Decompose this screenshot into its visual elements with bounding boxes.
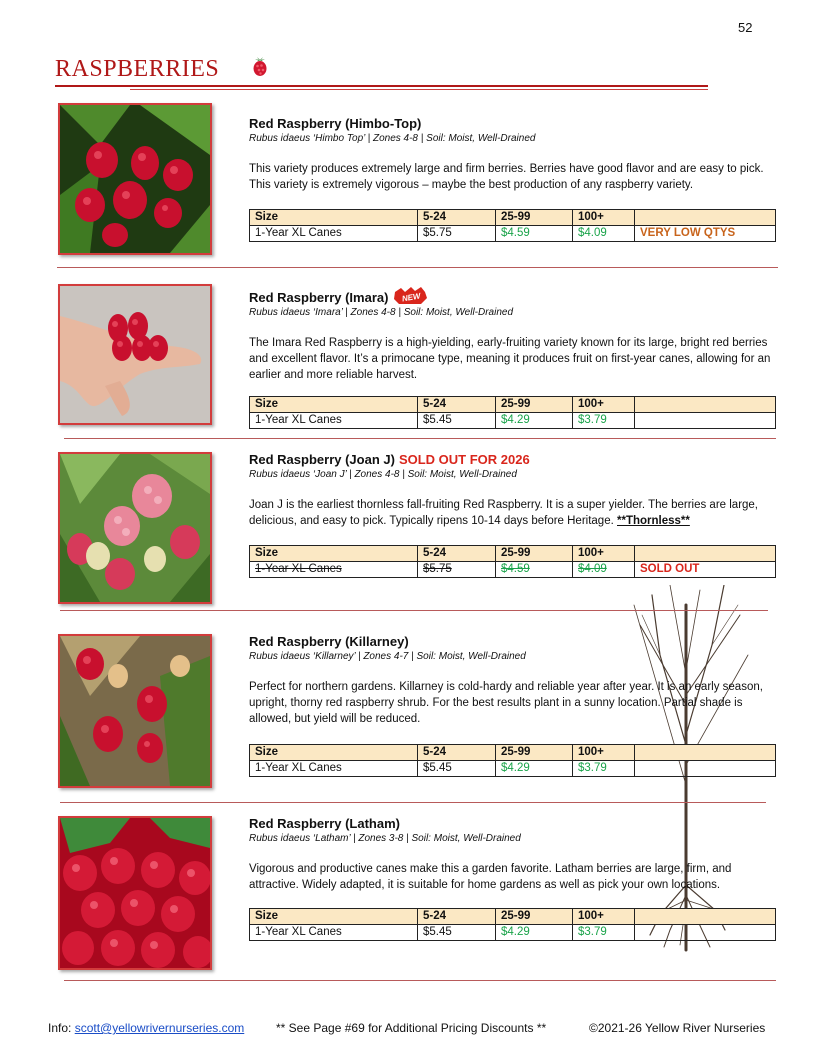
product-name: Red Raspberry (Imara) bbox=[249, 290, 389, 305]
product-photo-joan-j bbox=[58, 452, 212, 604]
section-divider bbox=[57, 267, 778, 268]
product-photo-latham bbox=[58, 816, 212, 970]
header-qty-5-24: 5-24 bbox=[418, 909, 496, 925]
product-latin-name: Rubus idaeus ‘Himbo Top’ | Zones 4-8 | Soil: Moist, Well-Drained bbox=[249, 133, 536, 144]
header-size: Size bbox=[250, 210, 418, 226]
price-table bbox=[249, 209, 776, 242]
sold-out-status: SOLD OUT FOR 2026 bbox=[398, 452, 530, 467]
product-photo-killarney bbox=[58, 634, 212, 788]
product-name: Red Raspberry (Killarney) bbox=[249, 634, 409, 649]
price-cell: $5.45 bbox=[418, 413, 496, 429]
title-rule-thin bbox=[130, 89, 708, 90]
price-table bbox=[249, 545, 776, 578]
product-latham bbox=[249, 815, 779, 938]
header-qty-25-99: 25-99 bbox=[496, 745, 573, 761]
product-name: Red Raspberry (Himbo-Top) bbox=[249, 116, 422, 131]
product-name: Red Raspberry (Latham) bbox=[249, 816, 400, 831]
price-cell: $5.45 bbox=[418, 925, 496, 941]
header-size: Size bbox=[250, 745, 418, 761]
header-qty-25-99: 25-99 bbox=[496, 909, 573, 925]
size-cell: 1-Year XL Canes bbox=[250, 226, 418, 242]
header-qty-100: 100+ bbox=[573, 397, 635, 413]
section-divider bbox=[64, 438, 776, 439]
section-divider bbox=[64, 980, 776, 981]
section-divider bbox=[60, 802, 766, 803]
price-table bbox=[249, 396, 776, 429]
product-latin-name: Rubus idaeus ‘Joan J’ | Zones 4-8 | Soil: Moist, Well-Drained bbox=[249, 469, 517, 480]
product-latin-name: Rubus idaeus ‘Latham’ | Zones 3-8 | Soil: Moist, Well-Drained bbox=[249, 833, 521, 844]
price-cell: $3.79 bbox=[573, 413, 635, 429]
thornless-emphasis: **Thornless** bbox=[617, 515, 690, 527]
price-cell: $4.29 bbox=[496, 413, 573, 429]
product-himbo-top bbox=[249, 115, 779, 239]
footer-copyright: ©2021-26 Yellow River Nurseries bbox=[589, 1021, 766, 1035]
page-number: 52 bbox=[738, 20, 753, 35]
raspberry-icon bbox=[251, 57, 269, 77]
size-cell: 1-Year XL Canes bbox=[250, 413, 418, 429]
footer-info-label: Info: bbox=[48, 1021, 72, 1035]
price-cell: $4.09 bbox=[573, 562, 635, 578]
product-description: Vigorous and productive canes make this a garden favorite. Latham berries are large, firm, and attractive. Widely adapted, it is suitable for home gardens as well as pick your own locations. bbox=[249, 863, 732, 891]
header-qty-25-99: 25-99 bbox=[496, 546, 573, 562]
header-note bbox=[635, 210, 776, 226]
product-name: Red Raspberry (Joan J) bbox=[249, 452, 395, 467]
product-imara bbox=[249, 286, 779, 426]
product-killarney bbox=[249, 633, 779, 774]
header-size: Size bbox=[250, 546, 418, 562]
section-divider bbox=[60, 610, 768, 611]
footer-info bbox=[48, 1021, 244, 1035]
size-cell: 1-Year XL Canes bbox=[250, 562, 418, 578]
header-note bbox=[635, 909, 776, 925]
header-qty-25-99: 25-99 bbox=[496, 210, 573, 226]
product-description: Joan J is the earliest thornless fall-fruiting Red Raspberry. It is a super yielder. The berries are large, delicious, and easy to pick. Typically ripens 10-14 days before Heritage. bbox=[249, 499, 759, 527]
product-name-row bbox=[249, 451, 779, 468]
stock-note bbox=[635, 413, 776, 429]
header-note bbox=[635, 397, 776, 413]
header-note bbox=[635, 546, 776, 562]
product-description: Perfect for northern gardens. Killarney is cold-hardy and reliable year after year. It is an early season, upright, thorny red raspberry shrub. For the best results plant in a sunny location. Partial shade is allowed, but yield will be reduced. bbox=[249, 681, 763, 725]
header-qty-25-99: 25-99 bbox=[496, 397, 573, 413]
new-badge-label: NEW bbox=[401, 291, 422, 304]
stock-note: VERY LOW QTYS bbox=[635, 226, 776, 242]
product-latin-name: Rubus idaeus ‘Killarney’ | Zones 4-7 | Soil: Moist, Well-Drained bbox=[249, 651, 526, 662]
stock-note bbox=[635, 925, 776, 941]
price-cell: $4.09 bbox=[573, 226, 635, 242]
product-description: This variety produces extremely large and firm berries. Berries have good flavor and are easy to pick. This variety is extremely vigorous – maybe the best production of any raspberry variety. bbox=[249, 163, 764, 191]
stock-note: SOLD OUT bbox=[635, 562, 776, 578]
price-cell: $5.75 bbox=[418, 562, 496, 578]
product-photo-himbo-top bbox=[58, 103, 212, 255]
product-joan-j bbox=[249, 451, 779, 575]
product-photo-imara bbox=[58, 284, 212, 425]
title-rule bbox=[55, 85, 708, 87]
price-cell: $3.79 bbox=[573, 925, 635, 941]
page-title: RASPBERRIES bbox=[55, 56, 220, 82]
header-qty-100: 100+ bbox=[573, 546, 635, 562]
header-size: Size bbox=[250, 909, 418, 925]
email-link[interactable]: scott@yellowrivernurseries.com bbox=[74, 1021, 245, 1035]
product-description-row bbox=[249, 497, 779, 529]
header-qty-5-24: 5-24 bbox=[418, 745, 496, 761]
price-cell: $4.29 bbox=[496, 925, 573, 941]
product-latin-name: Rubus idaeus ‘Imara’ | Zones 4-8 | Soil: Moist, Well-Drained bbox=[249, 307, 514, 318]
header-qty-5-24: 5-24 bbox=[418, 210, 496, 226]
footer-discount-note: ** See Page #69 for Additional Pricing Discounts ** bbox=[276, 1021, 547, 1035]
price-table bbox=[249, 744, 776, 777]
stock-note bbox=[635, 761, 776, 777]
product-description: The Imara Red Raspberry is a high-yielding, early-fruiting variety known for its large, bright red berries and excellent flavor. It’s a primocane type, meaning it produces fruit on first-year canes, allowing for an earlier and more reliable harvest. bbox=[249, 337, 771, 381]
price-cell: $4.59 bbox=[496, 562, 573, 578]
header-qty-100: 100+ bbox=[573, 745, 635, 761]
price-cell: $4.29 bbox=[496, 761, 573, 777]
price-cell: $5.75 bbox=[418, 226, 496, 242]
price-cell: $3.79 bbox=[573, 761, 635, 777]
product-name-row bbox=[249, 286, 779, 306]
size-cell: 1-Year XL Canes bbox=[250, 761, 418, 777]
header-note bbox=[635, 745, 776, 761]
price-cell: $4.59 bbox=[496, 226, 573, 242]
header-qty-5-24: 5-24 bbox=[418, 397, 496, 413]
header-qty-5-24: 5-24 bbox=[418, 546, 496, 562]
header-size: Size bbox=[250, 397, 418, 413]
price-cell: $5.45 bbox=[418, 761, 496, 777]
new-badge-icon bbox=[393, 286, 429, 306]
header-qty-100: 100+ bbox=[573, 909, 635, 925]
size-cell: 1-Year XL Canes bbox=[250, 925, 418, 941]
header-qty-100: 100+ bbox=[573, 210, 635, 226]
price-table bbox=[249, 908, 776, 941]
